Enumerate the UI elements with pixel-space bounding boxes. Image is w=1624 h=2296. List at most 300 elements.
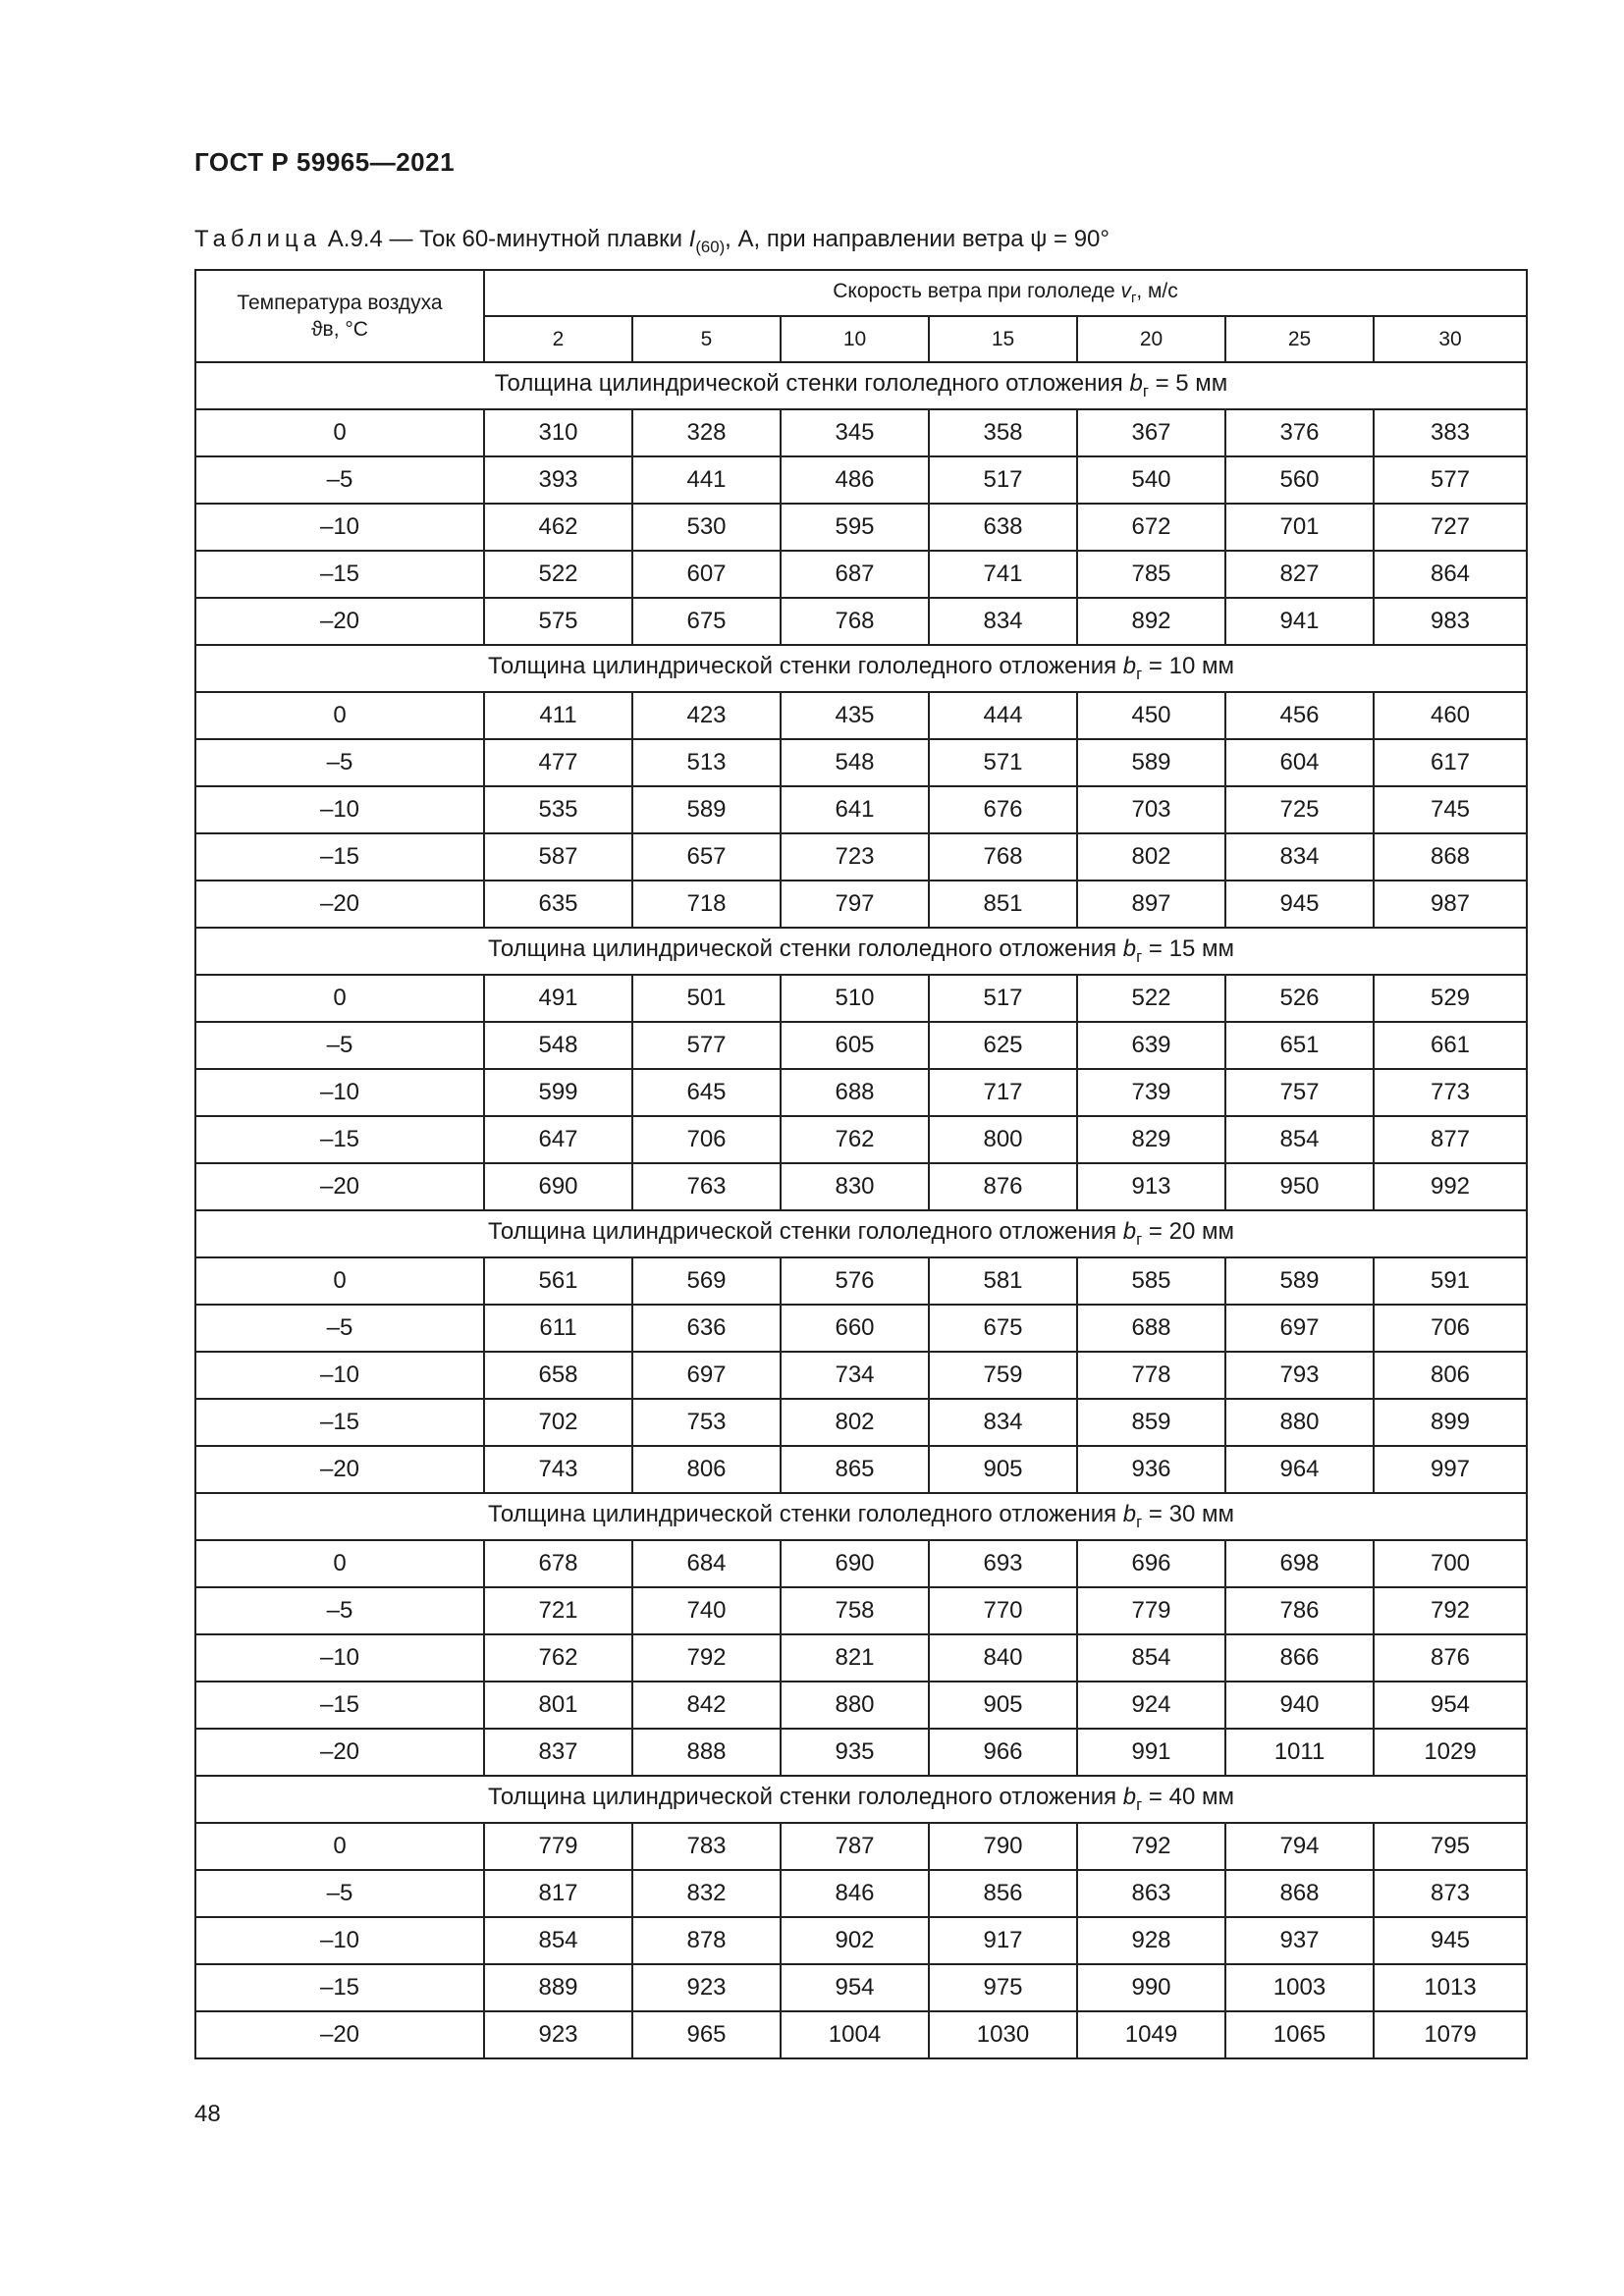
table-row — [195, 1022, 1527, 1069]
current-value-cell: 880 — [781, 1682, 929, 1729]
current-value-cell: 1003 — [1225, 1964, 1374, 2011]
speed-column-header: 2 — [484, 316, 632, 362]
current-value-cell: 462 — [484, 504, 632, 551]
current-value-cell: 591 — [1374, 1257, 1527, 1305]
current-value-cell: 792 — [1374, 1587, 1527, 1634]
section-title — [195, 928, 1527, 975]
page-number: 48 — [194, 2101, 221, 2127]
current-value-cell: 675 — [632, 598, 781, 645]
current-value-cell: 783 — [632, 1823, 781, 1870]
section-title-sub: г — [1142, 381, 1149, 400]
current-value-cell: 435 — [781, 692, 929, 739]
current-value-cell: 987 — [1374, 881, 1527, 928]
section-title-sub: г — [1136, 946, 1143, 966]
current-value-cell: 684 — [632, 1540, 781, 1587]
current-value-cell: 743 — [484, 1446, 632, 1493]
current-value-cell: 456 — [1225, 692, 1374, 739]
current-value-cell: 589 — [1225, 1257, 1374, 1305]
current-value-cell: 937 — [1225, 1917, 1374, 1964]
speed-column-header: 25 — [1225, 316, 1374, 362]
current-value-cell: 800 — [929, 1116, 1077, 1163]
current-value-cell: 840 — [929, 1634, 1077, 1682]
temperature-cell: –10 — [195, 1917, 484, 1964]
temperature-cell: –10 — [195, 504, 484, 551]
current-value-cell: 859 — [1077, 1399, 1225, 1446]
temperature-cell: –20 — [195, 2011, 484, 2058]
current-value-cell: 786 — [1225, 1587, 1374, 1634]
current-value-cell: 617 — [1374, 739, 1527, 786]
current-value-cell: 797 — [781, 881, 929, 928]
section-title-suffix: = 10 мм — [1142, 653, 1234, 680]
table-row — [195, 881, 1527, 928]
current-value-cell: 817 — [484, 1870, 632, 1917]
current-value-cell: 510 — [781, 975, 929, 1022]
temperature-cell: –10 — [195, 786, 484, 833]
temperature-cell: –5 — [195, 739, 484, 786]
current-value-cell: 768 — [929, 833, 1077, 881]
section-title — [195, 1493, 1527, 1540]
current-value-cell: 561 — [484, 1257, 632, 1305]
current-value-cell: 460 — [1374, 692, 1527, 739]
current-value-cell: 801 — [484, 1682, 632, 1729]
current-value-cell: 856 — [929, 1870, 1077, 1917]
current-value-cell: 345 — [781, 409, 929, 456]
current-value-cell: 688 — [1077, 1305, 1225, 1352]
current-value-cell: 700 — [1374, 1540, 1527, 1587]
table-row — [195, 1587, 1527, 1634]
table-row — [195, 833, 1527, 881]
current-value-cell: 868 — [1225, 1870, 1374, 1917]
current-value-cell: 842 — [632, 1682, 781, 1729]
temperature-cell: –5 — [195, 1587, 484, 1634]
current-value-cell: 779 — [484, 1823, 632, 1870]
temperature-cell: –10 — [195, 1069, 484, 1116]
caption-text-before: — Ток 60-минутной плавки — [382, 226, 689, 252]
current-value-cell: 522 — [1077, 975, 1225, 1022]
current-value-cell: 530 — [632, 504, 781, 551]
speed-column-header: 30 — [1374, 316, 1527, 362]
current-value-cell: 757 — [1225, 1069, 1374, 1116]
table-row — [195, 739, 1527, 786]
table-row — [195, 409, 1527, 456]
section-title-var: b — [1122, 653, 1137, 680]
section-title-suffix: = 5 мм — [1148, 370, 1228, 398]
temperature-cell: –20 — [195, 881, 484, 928]
current-value-cell: 997 — [1374, 1446, 1527, 1493]
temperature-cell: 0 — [195, 692, 484, 739]
section-row — [195, 1493, 1527, 1540]
current-value-cell: 966 — [929, 1729, 1077, 1776]
caption-number: А.9.4 — [327, 226, 383, 252]
temperature-cell: –15 — [195, 1682, 484, 1729]
current-value-cell: 768 — [781, 598, 929, 645]
current-value-cell: 806 — [1374, 1352, 1527, 1399]
current-value-cell: 830 — [781, 1163, 929, 1210]
current-value-cell: 792 — [632, 1634, 781, 1682]
current-value-cell: 625 — [929, 1022, 1077, 1069]
current-value-cell: 441 — [632, 456, 781, 504]
current-value-cell: 581 — [929, 1257, 1077, 1305]
current-value-cell: 698 — [1225, 1540, 1374, 1587]
section-row — [195, 1210, 1527, 1257]
table-row — [195, 1964, 1527, 2011]
current-value-cell: 917 — [929, 1917, 1077, 1964]
current-value-cell: 802 — [1077, 833, 1225, 881]
current-value-cell: 1030 — [929, 2011, 1077, 2058]
current-value-cell: 517 — [929, 975, 1077, 1022]
current-value-cell: 790 — [929, 1823, 1077, 1870]
current-value-cell: 758 — [781, 1587, 929, 1634]
current-value-cell: 1029 — [1374, 1729, 1527, 1776]
current-value-cell: 576 — [781, 1257, 929, 1305]
temperature-header-line2: ϑв, °С — [311, 318, 368, 341]
current-value-cell: 703 — [1077, 786, 1225, 833]
current-value-cell: 829 — [1077, 1116, 1225, 1163]
section-title-var: b — [1129, 370, 1143, 398]
current-value-cell: 897 — [1077, 881, 1225, 928]
current-value-cell: 611 — [484, 1305, 632, 1352]
table-row — [195, 1917, 1527, 1964]
current-value-cell: 641 — [781, 786, 929, 833]
current-value-cell: 675 — [929, 1305, 1077, 1352]
current-value-cell: 310 — [484, 409, 632, 456]
current-value-cell: 837 — [484, 1729, 632, 1776]
current-value-cell: 892 — [1077, 598, 1225, 645]
current-value-cell: 678 — [484, 1540, 632, 1587]
current-value-cell: 1065 — [1225, 2011, 1374, 2058]
current-value-cell: 873 — [1374, 1870, 1527, 1917]
current-value-cell: 660 — [781, 1305, 929, 1352]
temperature-cell: –15 — [195, 833, 484, 881]
current-value-cell: 834 — [929, 598, 1077, 645]
section-title-suffix: = 20 мм — [1142, 1218, 1234, 1246]
current-value-cell: 376 — [1225, 409, 1374, 456]
current-value-cell: 1013 — [1374, 1964, 1527, 2011]
section-title-prefix: Толщина цилиндрической стенки гололедного отложения — [488, 935, 1123, 963]
current-value-cell: 491 — [484, 975, 632, 1022]
current-value-cell: 954 — [1374, 1682, 1527, 1729]
temperature-cell: –15 — [195, 551, 484, 598]
table-row — [195, 1305, 1527, 1352]
current-value-cell: 941 — [1225, 598, 1374, 645]
table-body — [195, 362, 1527, 2058]
current-value-cell: 690 — [484, 1163, 632, 1210]
current-value-cell: 991 — [1077, 1729, 1225, 1776]
current-value-cell: 868 — [1374, 833, 1527, 881]
section-row — [195, 645, 1527, 692]
current-value-cell: 651 — [1225, 1022, 1374, 1069]
current-value-cell: 935 — [781, 1729, 929, 1776]
current-value-cell: 854 — [1225, 1116, 1374, 1163]
current-value-cell: 964 — [1225, 1446, 1374, 1493]
temperature-cell: –10 — [195, 1634, 484, 1682]
caption-var: I — [688, 226, 696, 252]
current-value-cell: 945 — [1374, 1917, 1527, 1964]
temperature-cell: 0 — [195, 975, 484, 1022]
wind-speed-header — [484, 270, 1527, 316]
current-value-cell: 924 — [1077, 1682, 1225, 1729]
current-value-cell: 725 — [1225, 786, 1374, 833]
current-value-cell: 569 — [632, 1257, 781, 1305]
current-value-cell: 548 — [781, 739, 929, 786]
section-title-prefix: Толщина цилиндрической стенки гололедного отложения — [488, 1218, 1123, 1246]
current-value-cell: 928 — [1077, 1917, 1225, 1964]
section-title — [195, 1210, 1527, 1257]
table-row — [195, 1446, 1527, 1493]
current-value-cell: 560 — [1225, 456, 1374, 504]
current-value-cell: 770 — [929, 1587, 1077, 1634]
temperature-cell: –5 — [195, 1870, 484, 1917]
current-value-cell: 854 — [484, 1917, 632, 1964]
current-value-cell: 513 — [632, 739, 781, 786]
table-row — [195, 1163, 1527, 1210]
table-row — [195, 504, 1527, 551]
current-value-cell: 832 — [632, 1870, 781, 1917]
current-value-cell: 1011 — [1225, 1729, 1374, 1776]
current-value-cell: 965 — [632, 2011, 781, 2058]
temperature-cell: –20 — [195, 1729, 484, 1776]
current-value-cell: 905 — [929, 1682, 1077, 1729]
wind-speed-sub: г — [1130, 291, 1137, 307]
table-row — [195, 2011, 1527, 2058]
current-value-cell: 526 — [1225, 975, 1374, 1022]
section-title-sub: г — [1136, 1512, 1143, 1531]
temperature-cell: –20 — [195, 1446, 484, 1493]
current-value-cell: 587 — [484, 833, 632, 881]
caption-sub: (60) — [695, 237, 726, 256]
section-title-sub: г — [1136, 1794, 1143, 1814]
temperature-cell: –20 — [195, 598, 484, 645]
table-row — [195, 456, 1527, 504]
table-row — [195, 1116, 1527, 1163]
current-value-cell: 762 — [484, 1634, 632, 1682]
current-value-cell: 990 — [1077, 1964, 1225, 2011]
current-value-cell: 672 — [1077, 504, 1225, 551]
section-title-sub: г — [1136, 1229, 1143, 1249]
current-value-cell: 657 — [632, 833, 781, 881]
current-value-cell: 763 — [632, 1163, 781, 1210]
section-title-var: b — [1122, 1218, 1137, 1246]
temperature-cell: 0 — [195, 1540, 484, 1587]
current-value-cell: 902 — [781, 1917, 929, 1964]
current-value-cell: 834 — [929, 1399, 1077, 1446]
current-table — [194, 269, 1528, 2059]
current-value-cell: 778 — [1077, 1352, 1225, 1399]
table-row — [195, 975, 1527, 1022]
current-value-cell: 913 — [1077, 1163, 1225, 1210]
table-row — [195, 1352, 1527, 1399]
current-value-cell: 595 — [781, 504, 929, 551]
temperature-cell: –15 — [195, 1399, 484, 1446]
temperature-cell: 0 — [195, 409, 484, 456]
current-value-cell: 863 — [1077, 1870, 1225, 1917]
current-value-cell: 604 — [1225, 739, 1374, 786]
current-value-cell: 854 — [1077, 1634, 1225, 1682]
current-value-cell: 589 — [632, 786, 781, 833]
table-row — [195, 1870, 1527, 1917]
current-value-cell: 923 — [632, 1964, 781, 2011]
current-value-cell: 645 — [632, 1069, 781, 1116]
temperature-cell: 0 — [195, 1823, 484, 1870]
current-value-cell: 540 — [1077, 456, 1225, 504]
current-value-cell: 876 — [929, 1163, 1077, 1210]
current-value-cell: 696 — [1077, 1540, 1225, 1587]
current-value-cell: 589 — [1077, 739, 1225, 786]
current-value-cell: 383 — [1374, 409, 1527, 456]
current-value-cell: 745 — [1374, 786, 1527, 833]
table-row — [195, 1634, 1527, 1682]
current-value-cell: 864 — [1374, 551, 1527, 598]
table-caption — [194, 226, 1110, 257]
current-value-cell: 762 — [781, 1116, 929, 1163]
section-title-prefix: Толщина цилиндрической стенки гололедного отложения — [488, 653, 1123, 680]
section-title-sub: г — [1136, 664, 1143, 683]
current-value-cell: 411 — [484, 692, 632, 739]
current-value-cell: 636 — [632, 1305, 781, 1352]
current-value-cell: 888 — [632, 1729, 781, 1776]
document-id: ГОСТ Р 59965—2021 — [194, 147, 456, 177]
temperature-cell: 0 — [195, 1257, 484, 1305]
current-value-cell: 899 — [1374, 1399, 1527, 1446]
current-value-cell: 923 — [484, 2011, 632, 2058]
current-value-cell: 876 — [1374, 1634, 1527, 1682]
table-row — [195, 551, 1527, 598]
section-row — [195, 1776, 1527, 1823]
speed-column-header: 10 — [781, 316, 929, 362]
table-row — [195, 1729, 1527, 1776]
speed-column-header: 15 — [929, 316, 1077, 362]
current-value-cell: 607 — [632, 551, 781, 598]
current-value-cell: 661 — [1374, 1022, 1527, 1069]
section-title-suffix: = 30 мм — [1142, 1501, 1234, 1528]
current-value-cell: 548 — [484, 1022, 632, 1069]
speed-column-header: 5 — [632, 316, 781, 362]
current-value-cell: 535 — [484, 786, 632, 833]
current-value-cell: 759 — [929, 1352, 1077, 1399]
current-value-cell: 635 — [484, 881, 632, 928]
current-value-cell: 693 — [929, 1540, 1077, 1587]
current-value-cell: 773 — [1374, 1069, 1527, 1116]
current-value-cell: 779 — [1077, 1587, 1225, 1634]
current-value-cell: 940 — [1225, 1682, 1374, 1729]
table-row — [195, 1682, 1527, 1729]
current-value-cell: 821 — [781, 1634, 929, 1682]
current-value-cell: 701 — [1225, 504, 1374, 551]
caption-text-after: , А, при направлении ветра ψ = 90° — [725, 226, 1110, 252]
current-value-cell: 697 — [1225, 1305, 1374, 1352]
current-value-cell: 605 — [781, 1022, 929, 1069]
wind-speed-var: v — [1120, 279, 1131, 302]
temperature-cell: –5 — [195, 1022, 484, 1069]
current-value-cell: 477 — [484, 739, 632, 786]
current-value-cell: 795 — [1374, 1823, 1527, 1870]
temperature-cell: –5 — [195, 1305, 484, 1352]
current-value-cell: 676 — [929, 786, 1077, 833]
table-row — [195, 1540, 1527, 1587]
speed-column-header: 20 — [1077, 316, 1225, 362]
current-value-cell: 950 — [1225, 1163, 1374, 1210]
current-value-cell: 936 — [1077, 1446, 1225, 1493]
current-value-cell: 328 — [632, 409, 781, 456]
current-value-cell: 793 — [1225, 1352, 1374, 1399]
current-value-cell: 975 — [929, 1964, 1077, 2011]
current-value-cell: 687 — [781, 551, 929, 598]
current-value-cell: 577 — [632, 1022, 781, 1069]
current-value-cell: 740 — [632, 1587, 781, 1634]
current-value-cell: 792 — [1077, 1823, 1225, 1870]
temperature-cell: –15 — [195, 1964, 484, 2011]
temperature-header-line1: Температура воздуха — [237, 292, 443, 314]
current-value-cell: 992 — [1374, 1163, 1527, 1210]
current-value-cell: 690 — [781, 1540, 929, 1587]
table-row — [195, 1399, 1527, 1446]
table-row — [195, 692, 1527, 739]
wind-speed-header-before: Скорость ветра при гололеде — [833, 279, 1121, 302]
temperature-cell: –5 — [195, 456, 484, 504]
section-title-prefix: Толщина цилиндрической стенки гололедного отложения — [488, 1501, 1123, 1528]
current-value-cell: 599 — [484, 1069, 632, 1116]
table-row — [195, 786, 1527, 833]
current-value-cell: 785 — [1077, 551, 1225, 598]
current-value-cell: 529 — [1374, 975, 1527, 1022]
current-value-cell: 723 — [781, 833, 929, 881]
section-title-suffix: = 40 мм — [1142, 1784, 1234, 1811]
current-value-cell: 983 — [1374, 598, 1527, 645]
temperature-cell: –15 — [195, 1116, 484, 1163]
current-value-cell: 787 — [781, 1823, 929, 1870]
section-title — [195, 1776, 1527, 1823]
current-value-cell: 393 — [484, 456, 632, 504]
current-value-cell: 706 — [632, 1116, 781, 1163]
current-value-cell: 702 — [484, 1399, 632, 1446]
current-value-cell: 905 — [929, 1446, 1077, 1493]
section-title — [195, 362, 1527, 409]
current-value-cell: 501 — [632, 975, 781, 1022]
current-value-cell: 1079 — [1374, 2011, 1527, 2058]
table-row — [195, 1069, 1527, 1116]
current-value-cell: 358 — [929, 409, 1077, 456]
current-value-cell: 954 — [781, 1964, 929, 2011]
table-row — [195, 598, 1527, 645]
current-value-cell: 647 — [484, 1116, 632, 1163]
current-value-cell: 794 — [1225, 1823, 1374, 1870]
current-value-cell: 706 — [1374, 1305, 1527, 1352]
temperature-cell: –20 — [195, 1163, 484, 1210]
current-value-cell: 846 — [781, 1870, 929, 1917]
current-value-cell: 827 — [1225, 551, 1374, 598]
current-value-cell: 1049 — [1077, 2011, 1225, 2058]
current-value-cell: 697 — [632, 1352, 781, 1399]
table-row — [195, 1823, 1527, 1870]
current-value-cell: 834 — [1225, 833, 1374, 881]
section-row — [195, 362, 1527, 409]
current-value-cell: 877 — [1374, 1116, 1527, 1163]
current-value-cell: 423 — [632, 692, 781, 739]
current-value-cell: 880 — [1225, 1399, 1374, 1446]
current-value-cell: 639 — [1077, 1022, 1225, 1069]
current-value-cell: 945 — [1225, 881, 1374, 928]
table-row — [195, 1257, 1527, 1305]
current-value-cell: 450 — [1077, 692, 1225, 739]
caption-label: Таблица — [194, 226, 322, 252]
current-value-cell: 866 — [1225, 1634, 1374, 1682]
section-title-prefix: Толщина цилиндрической стенки гололедного отложения — [494, 370, 1130, 398]
current-value-cell: 727 — [1374, 504, 1527, 551]
current-value-cell: 522 — [484, 551, 632, 598]
current-value-cell: 734 — [781, 1352, 929, 1399]
current-value-cell: 1004 — [781, 2011, 929, 2058]
current-value-cell: 367 — [1077, 409, 1225, 456]
